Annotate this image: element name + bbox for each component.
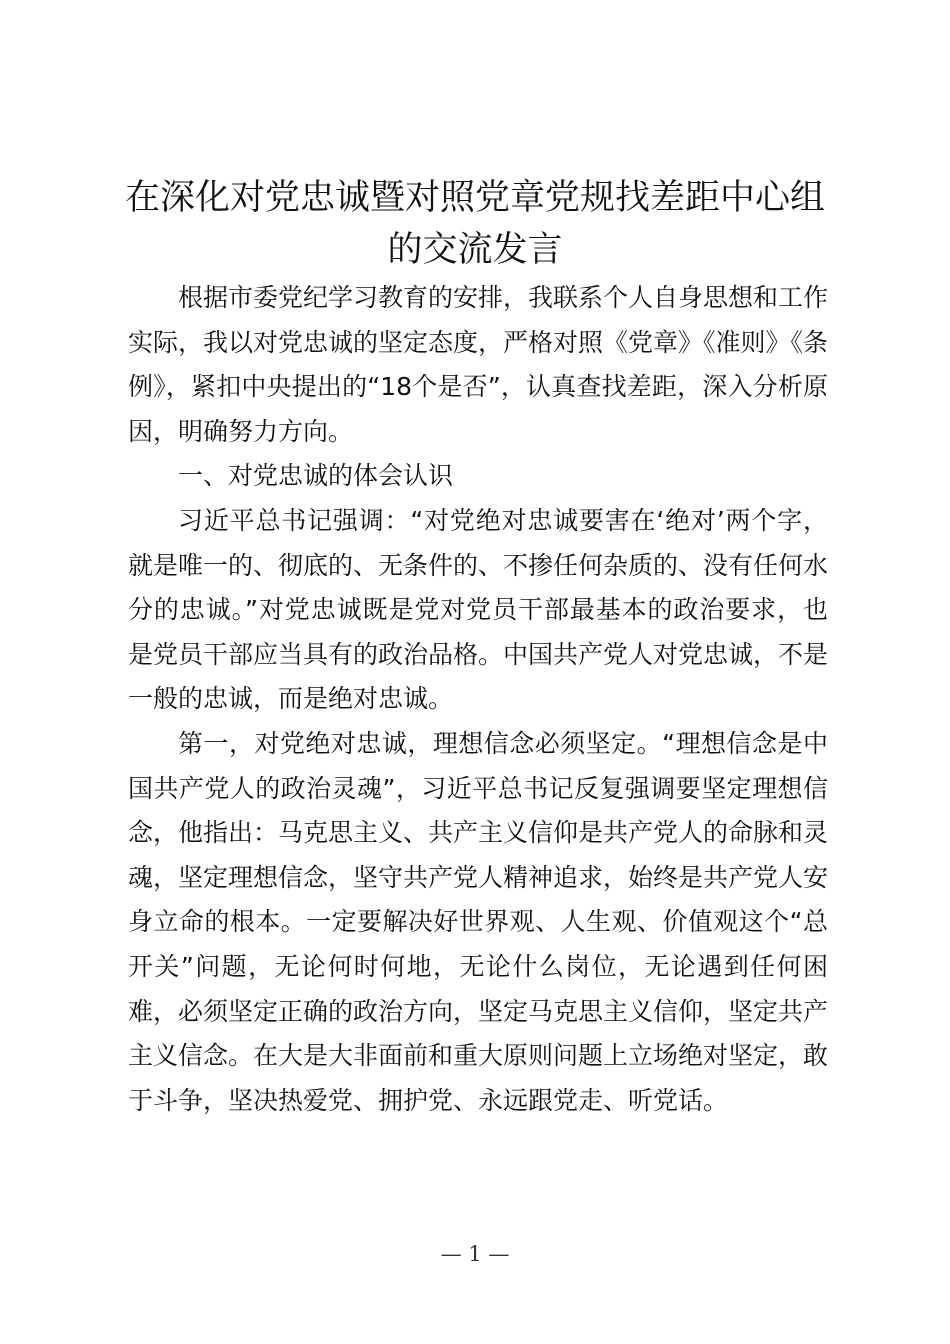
page-number: — 1 —	[440, 1242, 510, 1266]
title-line-2: 的交流发言	[387, 230, 563, 270]
section-heading: 一、对党忠诚的体会认识	[178, 461, 454, 491]
point-one-paragraph: 第一，对党绝对忠诚，理想信念必须坚定。“理想信念是中国共产党人的政治灵魂”，习近平总书记反复强调要坚定理想信念，他指出：马克思主义、共产主义信仰是共产党人的命脉和灵魂，坚定理想信念，坚守共产党人精神追求，始终是共产党人安身立命的根本。一定要解决好世界观、人生观、价值观这个“总开关”问题，无论何时何地，无论什么岗位，无论遇到任何困难，必须坚定正确的政治方向，坚定马克思主义信仰，坚定共产主义信念。在大是大非面前和重大原则问题上立场绝对坚定，敢于斗争，坚决热爱党、拥护党、永远跟党走、听党话。	[128, 728, 829, 1115]
document-title	[100, 172, 850, 276]
intro-paragraph: 根据市委党纪学习教育的安排，我联系个人自身思想和工作实际，我以对党忠诚的坚定态度，严格对照《党章》《准则》《条例》，紧扣中央提出的“18个是否”，认真查找差距，深入分析原因，明确努力方向。	[128, 283, 829, 446]
title-line-1: 在深化对党忠诚暨对照党章党规找差距中心组	[124, 178, 825, 218]
document-body	[128, 276, 828, 1123]
quote-paragraph: 习近平总书记强调：“对党绝对忠诚要害在‘绝对’两个字，就是唯一的、彻底的、无条件的、不掺任何杂质的、没有任何水分的忠诚。”对党忠诚既是党对党员干部最基本的政治要求，也是党员干部应当具有的政治品格。中国共产党人对党忠诚，不是一般的忠诚，而是绝对忠诚。	[128, 505, 829, 714]
